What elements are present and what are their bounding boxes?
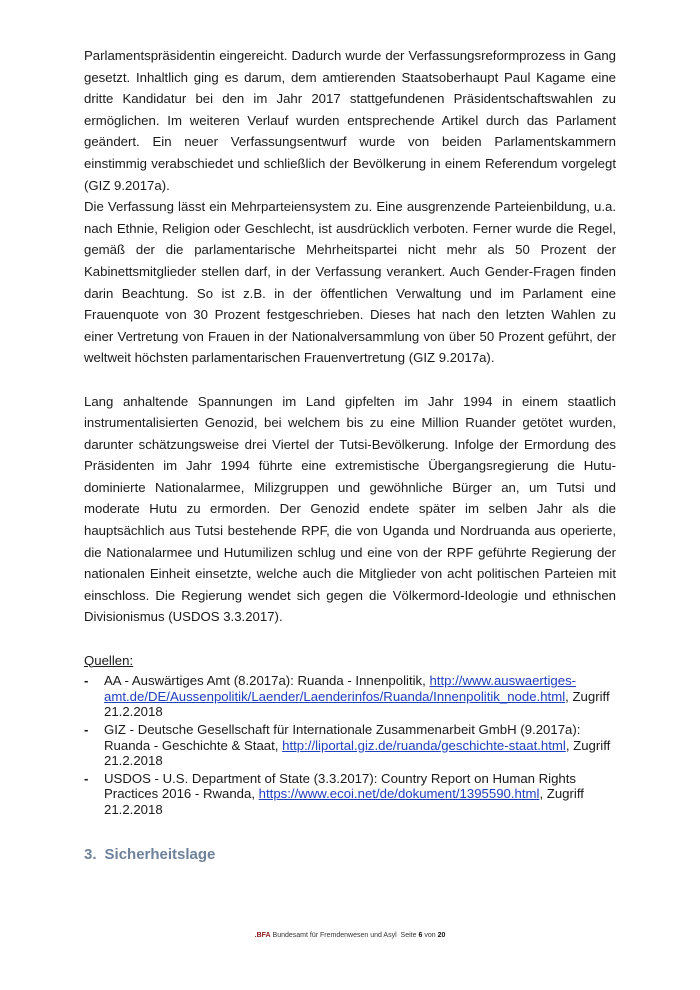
page-footer: [0, 932, 700, 939]
source-link-aa[interactable]: http://www.auswaertiges-amt.de/DE/Aussenpolitik/Laender/Laenderinfos/Ruanda/Innenpolitik_node.html: [104, 673, 577, 704]
bullet-dash: -: [84, 770, 89, 786]
bullet-dash: -: [84, 673, 89, 689]
bfa-logo-text: .BFA: [254, 932, 271, 939]
footer-page-label: Seite: [400, 932, 417, 939]
footer-org: Bundesamt für Fremdenwesen und Asyl: [272, 932, 397, 939]
source-text: AA - Auswärtiges Amt (8.2017a): Ruanda - Innenpolitik,: [104, 673, 430, 689]
document-page: [84, 45, 616, 863]
source-item-usdos: [84, 771, 616, 818]
source-access-date: , Zugriff 21.2.2018: [104, 688, 610, 720]
source-access-date: , Zugriff 21.2.2018: [104, 786, 584, 817]
footer-of-label: von: [424, 932, 436, 939]
source-access-date: , Zugriff 21.2.2018: [104, 737, 611, 769]
source-link-usdos[interactable]: https://www.ecoi.net/de/dokument/1395590.html: [258, 786, 540, 802]
footer-page-total: 20: [437, 932, 446, 939]
paragraph-multiparty-system: Die Verfassung lässt ein Mehrparteiensystem zu. Eine ausgrenzende Parteienbildung, u.a. nach Ethnie, Religion oder Geschlecht, ist ausdrücklich verboten. Ferner wurde die Regel, gemäß der die parlamentarische Mehrheitspartei nicht mehr als 50 Prozent der Kabinettsmitglieder stellen darf, in der Verfassung verankert. Auch Gender-Fragen finden darin Beachtung. So ist z.B. in der öffentlichen Verwaltung und im Parlament eine Frauenquote von 30 Prozent festgeschrieben. Dieses hat nach den letzten Wahlen zu einer Vertretung von Frauen in der Nationalversammlung von über 50 Prozent geführt, der weltweit höchsten parlamentarischen Frauenvertretung (GIZ 9.2017a).: [84, 199, 616, 366]
source-item-aa: [84, 673, 616, 720]
section-heading: [84, 846, 616, 863]
source-text: GIZ - Deutsche Gesellschaft für Internationale Zusammenarbeit GmbH (9.2017a): Ruanda - Geschichte & Staat,: [104, 722, 581, 753]
source-text: USDOS - U.S. Department of State (3.3.2017): Country Report on Human Rights Practices 2016 - Rwanda,: [104, 770, 577, 802]
section-title: Sicherheitslage: [104, 845, 216, 863]
bullet-dash: -: [84, 722, 89, 737]
footer-page-number: 6: [418, 932, 423, 939]
paragraph-constitution-reform: Parlamentspräsidentin eingereicht. Dadurch wurde der Verfassungsreformprozess in Gang gesetzt. Inhaltlich ging es darum, dem amtierenden Staatsoberhaupt Paul Kagame eine dritte Kandidatur bei den im Jahr 2017 stattgefundenen Präsidentschaftswahlen zu ermöglichen. Im weiteren Verlauf wurden entsprechende Artikel durch das Parlament geändert. Ein neuer Verfassungsentwurf wurde von beiden Parlamentskammern einstimmig verabschiedet und schließlich der Bevölkerung in einem Referendum vorgelegt (GIZ 9.2017a).: [84, 48, 616, 193]
paragraph-genocide-history: Lang anhaltende Spannungen im Land gipfelten im Jahr 1994 in einem staatlich instrumentalisierten Genozid, bei welchem bis zu eine Million Ruander getötet wurden, darunter schätzungsweise drei Viertel der Tutsi-Bevölkerung. Infolge der Ermordung des Präsidenten im Jahr 1994 führte eine extremistische Übergangsregierung die Hutu-dominierte Nationalarmee, Milizgruppen und gewöhnliche Bürger an, um Tutsi und moderate Hutu zu ermorden. Der Genozid endete später im selben Jahr als die hauptsächlich aus Tutsi bestehende RPF, die von Uganda und Nordruanda aus operierte, die Nationalarmee und Hutumilizen schlug und eine von der RPF geführte Regierung der nationalen Einheit einsetzte, welche auch die Mitglieder von acht politischen Parteien mit einschloss. Die Regierung wendet sich gegen die Völkermord-Ideologie und ethnischen Divisionismus (USDOS 3.3.2017).: [84, 393, 616, 625]
source-list: [84, 673, 616, 817]
source-item-giz: [84, 722, 616, 769]
sources-label: Quellen:: [84, 652, 134, 668]
section-number: 3.: [84, 845, 97, 863]
source-link-giz[interactable]: http://liportal.giz.de/ruanda/geschichte-staat.html: [282, 737, 566, 753]
